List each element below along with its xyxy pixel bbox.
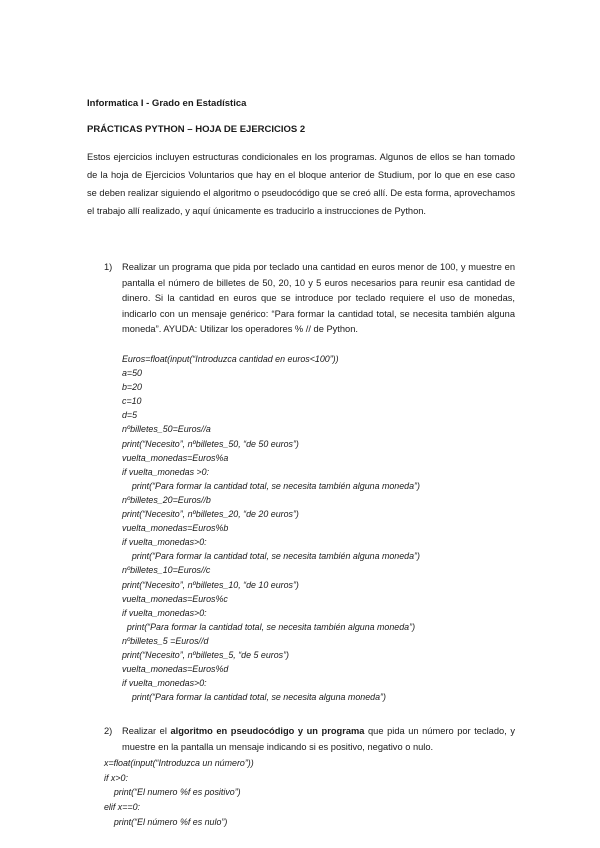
- code-line: if x>0:: [104, 772, 128, 783]
- code-line: print(“Para formar la cantidad total, se necesita también alguna moneda”): [122, 621, 416, 632]
- code-line: print(“Necesito”, nºbilletes_10, “de 10 euros”): [122, 579, 299, 590]
- code-line: elif x==0:: [104, 802, 141, 813]
- statement-text: Realizar el: [122, 726, 171, 736]
- code-line: print(“Para formar la cantidad total, se necesita también alguna moneda”): [122, 480, 420, 491]
- exercise-statement: [122, 724, 515, 755]
- code-line: print(“Necesito”, nºbilletes_5, “de 5 euros”): [122, 649, 290, 660]
- code-line: print(“Necesito”, nºbilletes_20, “de 20 euros”): [122, 509, 299, 520]
- code-line: vuelta_monedas=Euros%b: [122, 523, 229, 534]
- code-line: x=float(input(“Introduzca un número”)): [104, 758, 254, 768]
- exercise-1: [104, 260, 515, 338]
- statement-text: que pida un número por teclado, y muestre en la pantalla un mensaje indicando si es positivo, negativo o nulo.: [122, 726, 515, 752]
- code-line: nºbilletes_5 =Euros//d: [122, 635, 209, 646]
- code-line: c=10: [122, 396, 142, 407]
- exercise-2-code: [104, 756, 254, 829]
- code-line: print(“El numero %f es positivo”): [104, 787, 241, 798]
- exercise-2: [104, 724, 515, 755]
- exercise-number: 1): [104, 262, 113, 272]
- code-line: a=50: [122, 368, 142, 379]
- code-line: print(“El número %f es nulo”): [104, 816, 228, 827]
- exercise-number: 2): [104, 726, 113, 736]
- code-line: Euros=float(input(“Introduzca cantidad en euros<100”)): [122, 354, 339, 364]
- sheet-title: PRÁCTICAS PYTHON – HOJA DE EJERCICIOS 2: [87, 124, 306, 135]
- exercise-statement: Realizar un programa que pida por teclado una cantidad en euros menor de 100, y muestre en pantalla el número de billetes de 50, 20, 10 y 5 euros necesarios para reunir esa cantidad de dinero. Si la cantidad en euros que se introduce por teclado requiere el uso de monedas, indicarlo con un mensaje genérico: “Para formar la cantidad total, se necesita también alguna moneda”. AYUDA: Utilizar los operadores % // de Python.: [122, 262, 515, 334]
- code-line: nºbilletes_20=Euros//b: [122, 494, 211, 505]
- exercise-1-code: [122, 352, 420, 704]
- code-line: print(“Para formar la cantidad total, se necesita también alguna moneda”): [122, 551, 420, 562]
- statement-bold-text: algoritmo en pseudocódigo y un programa: [170, 726, 365, 736]
- code-line: nºbilletes_10=Euros//c: [122, 565, 211, 576]
- code-line: b=20: [122, 382, 142, 393]
- intro-paragraph: Estos ejercicios incluyen estructuras condicionales en los programas. Algunos de ellos se han tomado de la hoja de Ejercicios Voluntarios que hay en el bloque anterior de Studium, por lo que en ese caso se deben realizar siguiendo el algoritmo o pseudocódigo que se creó allí. De esta forma, aprovechamos el trabajo allí realizado, y aquí únicamente es traducirlo a instrucciones de Python.: [87, 152, 515, 216]
- code-line: if vuelta_monedas>0:: [122, 607, 207, 618]
- code-line: d=5: [122, 410, 138, 421]
- code-line: nºbilletes_50=Euros//a: [122, 424, 211, 435]
- code-line: print(“Necesito”, nºbilletes_50, “de 50 euros”): [122, 438, 299, 449]
- code-line: if vuelta_monedas>0:: [122, 537, 207, 548]
- course-title: Informatica I - Grado en Estadística: [87, 98, 247, 109]
- code-line: vuelta_monedas=Euros%a: [122, 452, 229, 463]
- code-line: vuelta_monedas=Euros%c: [122, 593, 228, 604]
- code-line: print(“Para formar la cantidad total, se necesita alguna moneda”): [122, 692, 386, 703]
- code-line: vuelta_monedas=Euros%d: [122, 664, 229, 675]
- code-line: if vuelta_monedas>0:: [122, 678, 207, 689]
- code-line: if vuelta_monedas >0:: [122, 466, 210, 477]
